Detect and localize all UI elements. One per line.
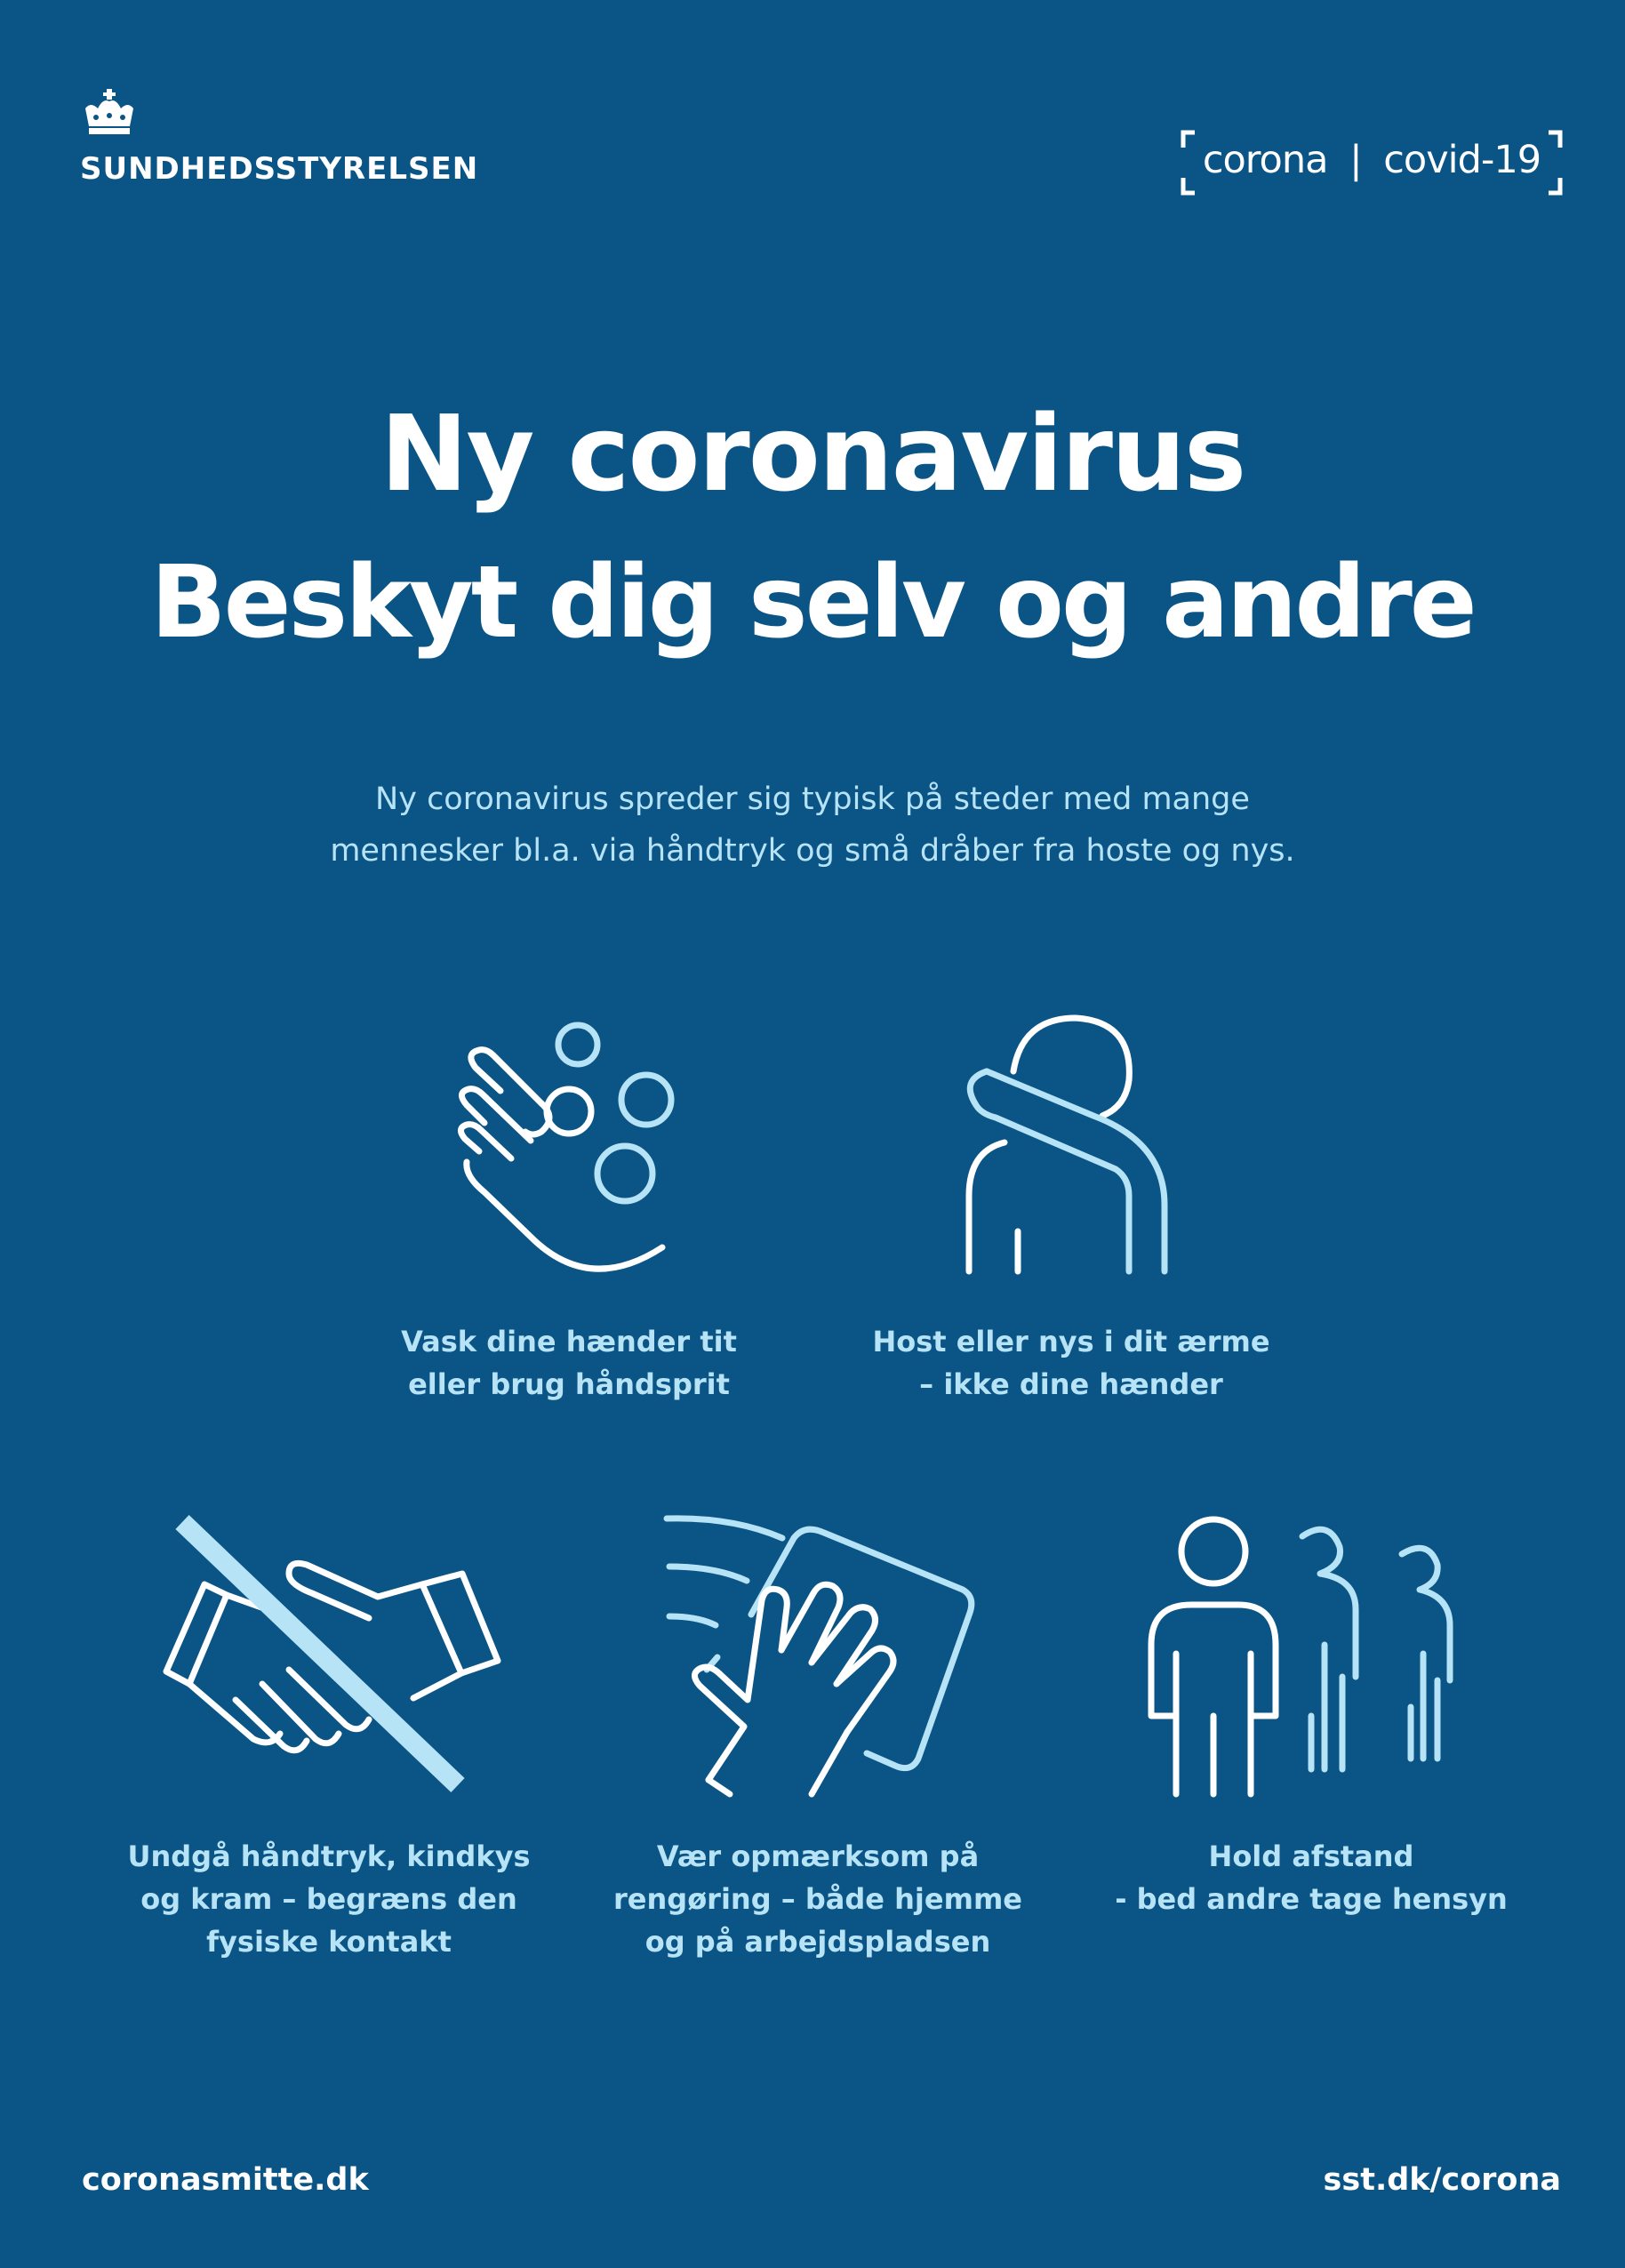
page-subtitle: Beskyt dig selv og andre [150, 545, 1475, 661]
no-handshake-icon [156, 1511, 507, 1796]
caption-line: Host eller nys i dit ærme [872, 1325, 1270, 1358]
intro-line-2: mennesker bl.a. via håndtryk og små dråber fra hoste og nys. [330, 833, 1295, 869]
caption-line: rengøring – både hjemme [613, 1882, 1022, 1916]
advice-caption-1 [347, 1320, 791, 1406]
advice-caption-3 [107, 1835, 551, 1963]
intro-text [178, 773, 1447, 877]
crown-icon [82, 89, 137, 140]
cough-in-sleeve-icon [960, 1018, 1182, 1276]
caption-line: fysiske kontakt [206, 1925, 452, 1959]
caption-line: Vær opmærksom på [656, 1839, 980, 1873]
tag-right: covid-19 [1383, 138, 1541, 182]
caption-line: og på arbejdspladsen [644, 1925, 991, 1959]
advice-caption-4 [596, 1835, 1040, 1963]
caption-line: Vask dine hænder tit [401, 1325, 737, 1358]
corona-covid-tag [1181, 130, 1563, 196]
keep-distance-icon [1142, 1511, 1476, 1800]
caption-line: og kram – begræns den [140, 1882, 517, 1916]
corona-tag-text [1200, 133, 1543, 187]
advice-caption-5 [1089, 1835, 1533, 1920]
footer-link-sst[interactable]: sst.dk/corona [1323, 2162, 1561, 2198]
intro-line-1: Ny coronavirus spreder sig typisk på steder med mange [375, 781, 1250, 817]
hand-washing-icon [449, 1018, 689, 1280]
caption-line: - bed andre tage hensyn [1115, 1882, 1508, 1916]
tag-left: corona [1202, 138, 1328, 182]
footer-link-coronasmitte[interactable]: coronasmitte.dk [82, 2162, 369, 2198]
advice-caption-2 [849, 1320, 1293, 1406]
page-title: Ny coronavirus [380, 392, 1245, 515]
organization-name: SUNDHEDSSTYRELSEN [80, 151, 479, 187]
caption-line: Hold afstand [1208, 1839, 1414, 1873]
caption-line: Undgå håndtryk, kindkys [127, 1839, 531, 1873]
caption-line: – ikke dine hænder [919, 1367, 1223, 1401]
organization-logo [80, 89, 479, 187]
tag-separator: | [1349, 138, 1362, 182]
cleaning-hand-icon [662, 1511, 978, 1796]
caption-line: eller brug håndsprit [408, 1367, 730, 1401]
